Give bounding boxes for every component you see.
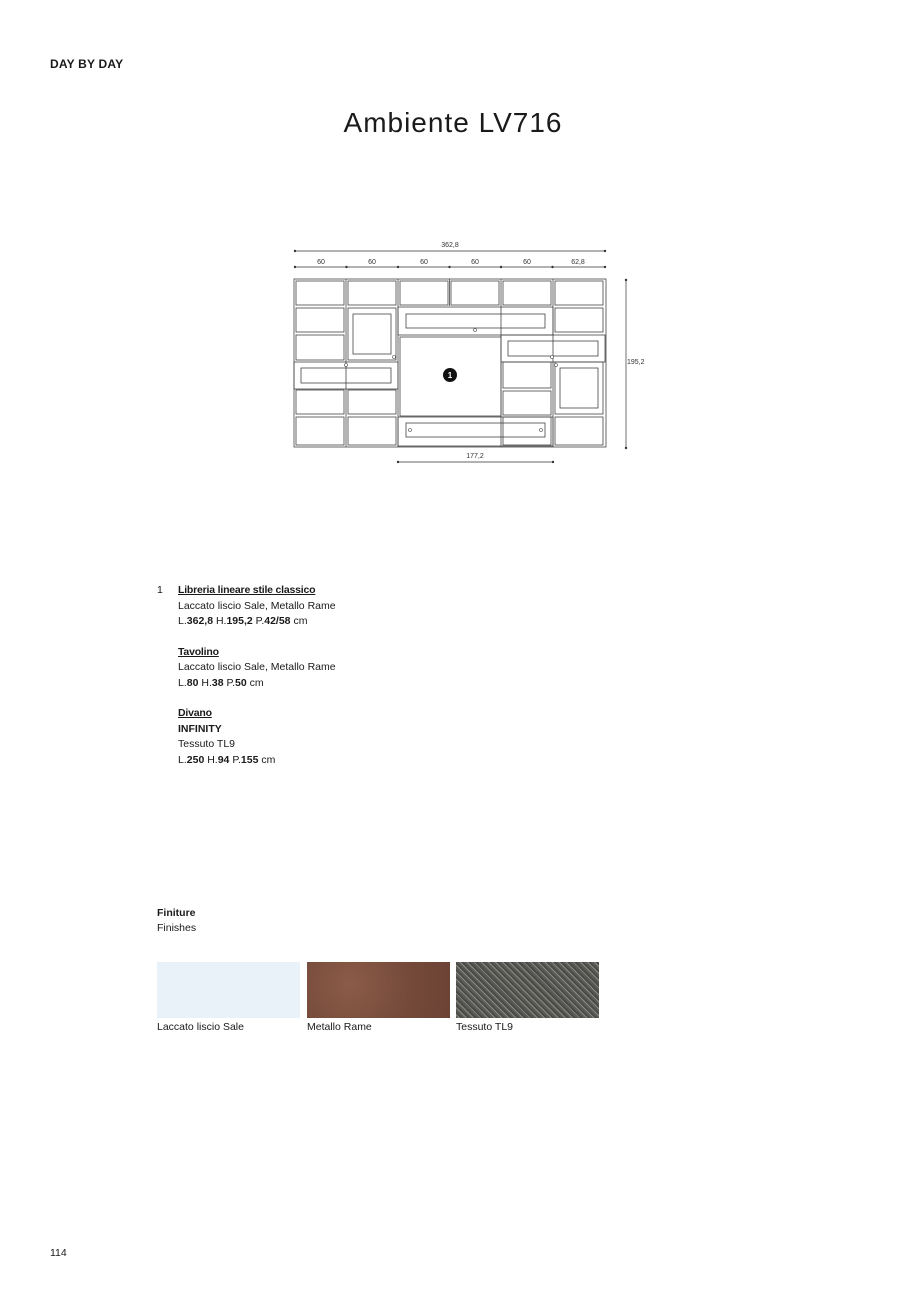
- module-label-4: 60: [471, 259, 479, 266]
- bottom-width-label: 177,2: [466, 453, 484, 460]
- swatch-metallo: [307, 962, 450, 1033]
- product-finish: Tessuto TL9: [178, 738, 236, 750]
- swatch-label: Laccato liscio Sale: [157, 1021, 244, 1033]
- product-finish: Laccato liscio Sale, Metallo Rame: [178, 661, 336, 673]
- product-name: Divano: [178, 707, 212, 719]
- finishes-heading: [157, 906, 196, 936]
- product-finish: Laccato liscio Sale, Metallo Rame: [178, 599, 336, 612]
- product-item-bookcase: [157, 583, 336, 630]
- swatch-label: Metallo Rame: [307, 1021, 372, 1033]
- height-label: 195,2: [627, 359, 645, 366]
- module-label-2: 60: [368, 259, 376, 266]
- total-width-label: 362,8: [441, 242, 459, 249]
- product-list: [157, 583, 336, 783]
- swatch-laccato: [157, 962, 300, 1033]
- swatch-chip: [157, 962, 300, 1018]
- product-dimensions: L.80 H.38 P.50 cm: [178, 676, 264, 689]
- bookcase-elevation: [280, 236, 660, 476]
- swatch-tessuto: [456, 962, 599, 1033]
- product-name: Tavolino: [178, 645, 219, 658]
- product-item-sofa: [157, 706, 336, 768]
- product-name: Libreria lineare stile classico: [178, 584, 316, 596]
- page-number: 114: [50, 1247, 67, 1259]
- swatch-chip: [307, 962, 450, 1018]
- callout-1: 1: [447, 371, 453, 380]
- finishes-title: Finiture: [157, 907, 196, 919]
- product-dimensions: L.250 H.94 P.155 cm: [178, 753, 276, 766]
- product-model: INFINITY: [178, 722, 222, 735]
- brand-header: DAY BY DAY: [50, 57, 124, 71]
- page-title: Ambiente LV716: [343, 106, 563, 138]
- finishes-subtitle: Finishes: [157, 922, 197, 934]
- module-label-6: 62,8: [571, 259, 585, 266]
- module-label-3: 60: [420, 259, 428, 266]
- product-item-coffee-table: [157, 645, 336, 692]
- swatch-label: Tessuto TL9: [456, 1021, 514, 1033]
- product-dimensions: L.362,8 H.195,2 P.42/58 cm: [178, 615, 308, 627]
- technical-drawing: [280, 236, 660, 476]
- swatch-chip: [456, 962, 599, 1018]
- product-number: 1: [157, 584, 163, 596]
- module-label-1: 60: [317, 259, 325, 266]
- module-label-5: 60: [523, 259, 531, 266]
